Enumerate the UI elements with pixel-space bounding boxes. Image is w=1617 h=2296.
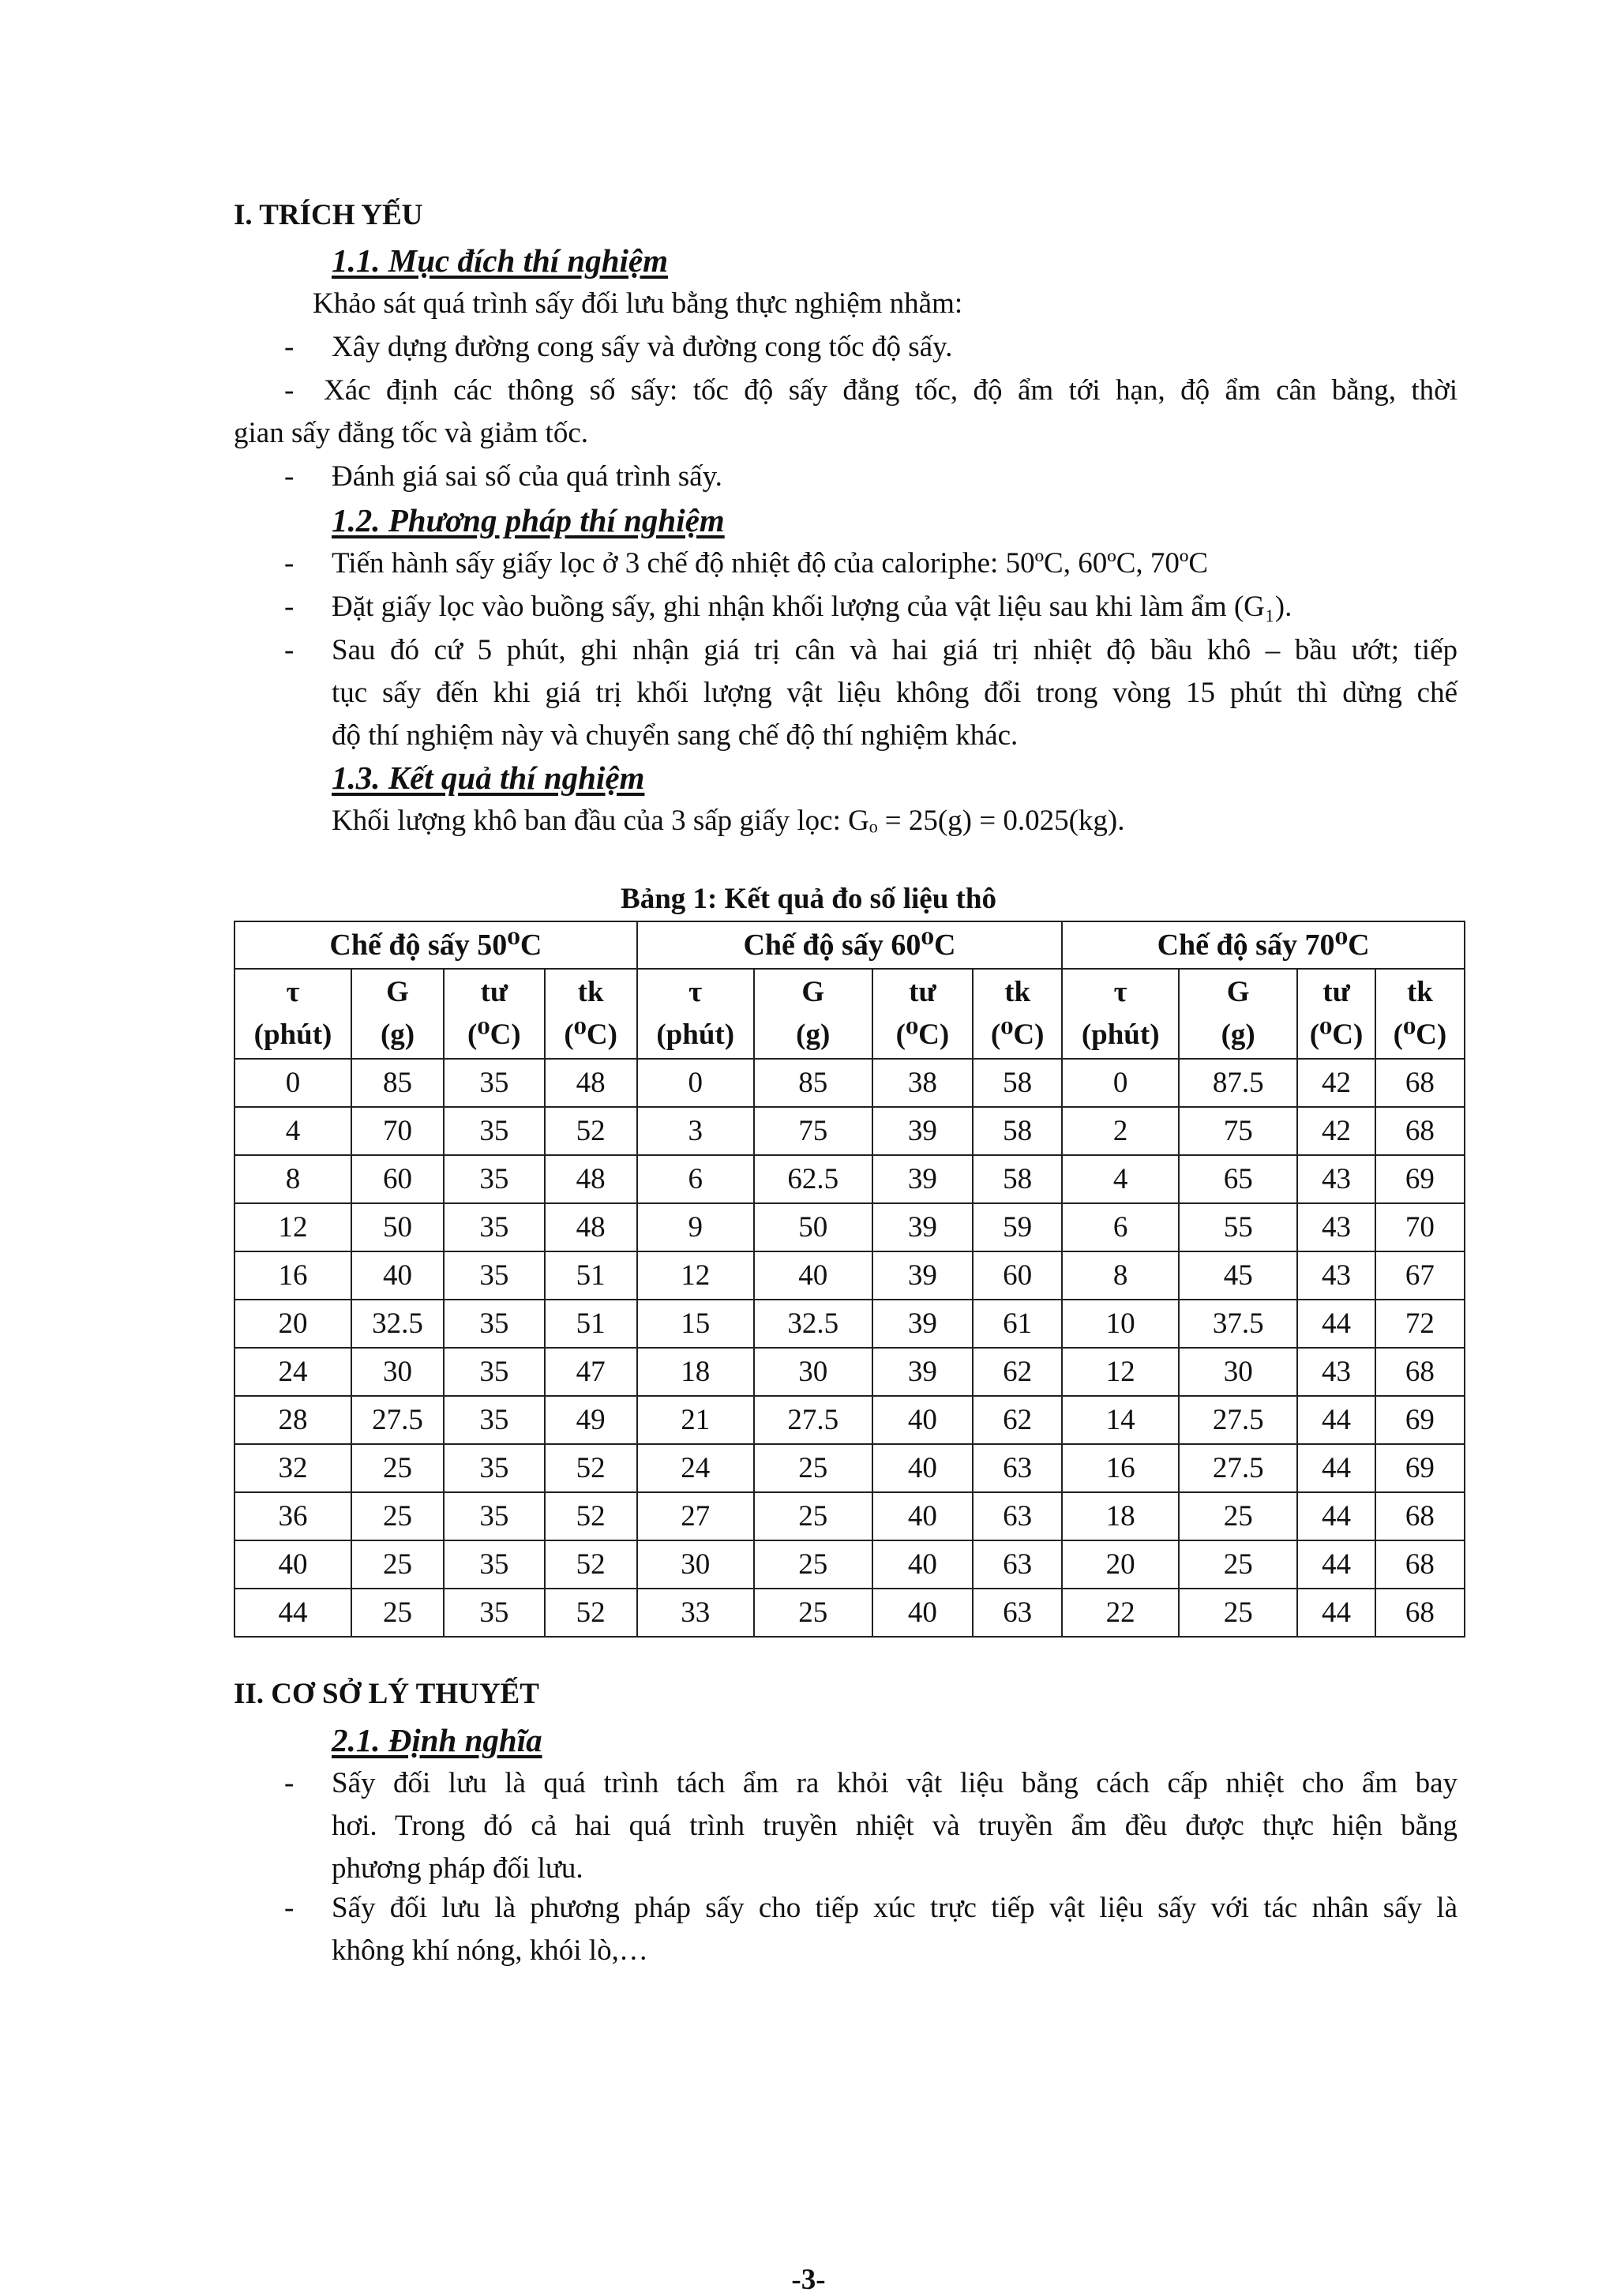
group-header-70c: Chế độ sấy 70⁰C xyxy=(1062,921,1465,969)
table-cell: 6 xyxy=(637,1155,754,1203)
table-cell: 35 xyxy=(444,1540,544,1589)
table-cell: 60 xyxy=(351,1155,444,1203)
results-table xyxy=(234,921,1465,1638)
table-cell: 44 xyxy=(1297,1492,1375,1540)
table-cell: 6 xyxy=(1062,1203,1179,1251)
bullet-text-continued: độ thí nghiệm này và chuyển sang chế độ thí nghiệm khác. xyxy=(332,719,1019,752)
table-cell: 25 xyxy=(351,1492,444,1540)
table-cell: 52 xyxy=(545,1540,637,1589)
table-cell: 70 xyxy=(1375,1203,1465,1251)
table-cell: 32.5 xyxy=(351,1300,444,1348)
column-unit: (⁰C) xyxy=(990,1019,1045,1051)
column-symbol: τ xyxy=(688,976,703,1008)
table-cell: 35 xyxy=(444,1396,544,1444)
column-header xyxy=(234,969,351,1059)
column-header xyxy=(754,969,872,1059)
bullet-dash: - xyxy=(284,331,295,363)
column-symbol: tk xyxy=(1004,976,1031,1008)
table-cell: 24 xyxy=(234,1348,351,1396)
table-cell: 35 xyxy=(444,1348,544,1396)
table-cell: 15 xyxy=(637,1300,754,1348)
table-group-header-row xyxy=(234,921,1465,969)
table-cell: 40 xyxy=(872,1540,973,1589)
table-cell: 22 xyxy=(1062,1589,1179,1637)
bullet-dash: - xyxy=(284,547,295,580)
table-cell: 14 xyxy=(1062,1396,1179,1444)
table-cell: 58 xyxy=(973,1107,1062,1155)
column-symbol: tk xyxy=(577,976,604,1008)
column-header xyxy=(444,969,544,1059)
bullet-text: Tiến hành sấy giấy lọc ở 3 chế độ nhiệt độ của caloriphe: 50ºC, 60ºC, 70ºC xyxy=(332,547,1209,580)
bullet-text: Xác định các thông số sấy: tốc độ sấy đẳng tốc, độ ẩm tới hạn, độ ẩm cân bằng, thời xyxy=(324,374,1458,407)
table-cell: 59 xyxy=(973,1203,1062,1251)
table-cell: 44 xyxy=(1297,1589,1375,1637)
table-cell: 52 xyxy=(545,1107,637,1155)
column-symbol: τ xyxy=(1113,976,1127,1008)
table-cell: 35 xyxy=(444,1492,544,1540)
column-symbol: tư xyxy=(1322,976,1350,1008)
table-cell: 35 xyxy=(444,1155,544,1203)
column-header xyxy=(1297,969,1375,1059)
table-column-header-row xyxy=(234,969,1465,1059)
column-header xyxy=(545,969,637,1059)
table-cell: 0 xyxy=(1062,1059,1179,1107)
table-cell: 30 xyxy=(1179,1348,1297,1396)
table-cell: 32 xyxy=(234,1444,351,1492)
table-row xyxy=(234,1492,1465,1540)
table-row xyxy=(234,1396,1465,1444)
table-cell: 35 xyxy=(444,1589,544,1637)
bullet-text: Đánh giá sai số của quá trình sấy. xyxy=(332,460,722,493)
table-cell: 52 xyxy=(545,1444,637,1492)
table-cell: 43 xyxy=(1297,1203,1375,1251)
table-cell: 30 xyxy=(637,1540,754,1589)
table-cell: 62 xyxy=(973,1396,1062,1444)
bullet-dash: - xyxy=(284,634,295,666)
table-cell: 48 xyxy=(545,1155,637,1203)
table-cell: 30 xyxy=(351,1348,444,1396)
table-cell: 55 xyxy=(1179,1203,1297,1251)
table-cell: 62 xyxy=(973,1348,1062,1396)
table-cell: 75 xyxy=(1179,1107,1297,1155)
table-cell: 51 xyxy=(545,1300,637,1348)
table-cell: 44 xyxy=(1297,1300,1375,1348)
page-number: -3- xyxy=(791,2264,826,2296)
table-cell: 62.5 xyxy=(754,1155,872,1203)
table-cell: 27.5 xyxy=(1179,1396,1297,1444)
table-cell: 68 xyxy=(1375,1348,1465,1396)
column-header xyxy=(1062,969,1179,1059)
table-cell: 3 xyxy=(637,1107,754,1155)
table-cell: 24 xyxy=(637,1444,754,1492)
table-cell: 48 xyxy=(545,1203,637,1251)
table-row xyxy=(234,1251,1465,1300)
bullet-dash: - xyxy=(284,1767,295,1799)
column-unit: (g) xyxy=(380,1019,415,1051)
table-cell: 2 xyxy=(1062,1107,1179,1155)
section-2-heading: II. CƠ SỞ LÝ THUYẾT xyxy=(234,1678,539,1710)
table-cell: 27.5 xyxy=(754,1396,872,1444)
bullet-text-continued: gian sấy đẳng tốc và giảm tốc. xyxy=(234,417,589,449)
table-row xyxy=(234,1348,1465,1396)
column-unit: (⁰C) xyxy=(1393,1019,1447,1051)
table-row xyxy=(234,1203,1465,1251)
table-cell: 0 xyxy=(637,1059,754,1107)
column-unit: (g) xyxy=(796,1019,831,1051)
column-symbol: τ xyxy=(286,976,300,1008)
table-row xyxy=(234,1155,1465,1203)
table-cell: 8 xyxy=(234,1155,351,1203)
table-cell: 20 xyxy=(1062,1540,1179,1589)
bullet-text-continued: phương pháp đối lưu. xyxy=(332,1852,583,1885)
column-unit: (phút) xyxy=(253,1019,332,1051)
table-row xyxy=(234,1444,1465,1492)
group-header-60c: Chế độ sấy 60⁰C xyxy=(637,921,1062,969)
table-cell: 35 xyxy=(444,1059,544,1107)
bullet-text: Sấy đối lưu là phương pháp sấy cho tiếp xúc trực tiếp vật liệu sấy với tác nhân sấy là xyxy=(332,1892,1458,1924)
table-cell: 87.5 xyxy=(1179,1059,1297,1107)
table-cell: 40 xyxy=(872,1589,973,1637)
subsection-1-2-title: 1.2. Phương pháp thí nghiệm xyxy=(332,502,725,538)
table-cell: 68 xyxy=(1375,1492,1465,1540)
table-cell: 75 xyxy=(754,1107,872,1155)
column-header xyxy=(872,969,973,1059)
table-cell: 40 xyxy=(351,1251,444,1300)
table-cell: 4 xyxy=(234,1107,351,1155)
table-cell: 43 xyxy=(1297,1348,1375,1396)
table-cell: 69 xyxy=(1375,1155,1465,1203)
table-row xyxy=(234,1107,1465,1155)
table-cell: 39 xyxy=(872,1203,973,1251)
table-cell: 12 xyxy=(234,1203,351,1251)
table-caption: Bảng 1: Kết quả đo số liệu thô xyxy=(621,883,996,915)
column-symbol: G xyxy=(801,976,825,1008)
table-cell: 40 xyxy=(234,1540,351,1589)
table-cell: 50 xyxy=(754,1203,872,1251)
table-cell: 63 xyxy=(973,1540,1062,1589)
table-cell: 44 xyxy=(234,1589,351,1637)
column-header xyxy=(1375,969,1465,1059)
bullet-text: Xây dựng đường cong sấy và đường cong tốc độ sấy. xyxy=(332,331,953,363)
table-cell: 12 xyxy=(637,1251,754,1300)
table-cell: 60 xyxy=(973,1251,1062,1300)
column-symbol: tư xyxy=(480,976,508,1008)
table-cell: 25 xyxy=(754,1540,872,1589)
table-cell: 35 xyxy=(444,1444,544,1492)
table-cell: 25 xyxy=(1179,1540,1297,1589)
table-row xyxy=(234,1589,1465,1637)
table-cell: 39 xyxy=(872,1251,973,1300)
table-cell: 42 xyxy=(1297,1107,1375,1155)
bullet-text-continued: tục sấy đến khi giá trị khối lượng vật liệu không đổi trong vòng 15 phút thì dừng chế xyxy=(332,677,1458,709)
column-header xyxy=(973,969,1062,1059)
table-cell: 40 xyxy=(754,1251,872,1300)
table-body xyxy=(234,1059,1465,1637)
column-symbol: tư xyxy=(909,976,936,1008)
table-cell: 8 xyxy=(1062,1251,1179,1300)
table-cell: 85 xyxy=(754,1059,872,1107)
table-cell: 20 xyxy=(234,1300,351,1348)
table-cell: 52 xyxy=(545,1492,637,1540)
table-cell: 63 xyxy=(973,1492,1062,1540)
table-cell: 43 xyxy=(1297,1155,1375,1203)
table-cell: 49 xyxy=(545,1396,637,1444)
table-cell: 44 xyxy=(1297,1444,1375,1492)
bullet-text: Đặt giấy lọc vào buồng sấy, ghi nhận khối lượng của vật liệu sau khi làm ẩm (G₁). xyxy=(332,591,1292,623)
column-header xyxy=(637,969,754,1059)
table-row xyxy=(234,1300,1465,1348)
table-cell: 44 xyxy=(1297,1396,1375,1444)
table-cell: 25 xyxy=(351,1540,444,1589)
table-cell: 47 xyxy=(545,1348,637,1396)
table-cell: 0 xyxy=(234,1059,351,1107)
table-row xyxy=(234,1059,1465,1107)
table-cell: 25 xyxy=(754,1492,872,1540)
table-cell: 27.5 xyxy=(1179,1444,1297,1492)
table-cell: 25 xyxy=(351,1589,444,1637)
table-cell: 27.5 xyxy=(351,1396,444,1444)
bullet-dash: - xyxy=(284,460,295,493)
table-cell: 21 xyxy=(637,1396,754,1444)
table-cell: 35 xyxy=(444,1107,544,1155)
bullet-dash: - xyxy=(284,374,295,407)
column-header xyxy=(1179,969,1297,1059)
table-cell: 68 xyxy=(1375,1059,1465,1107)
table-cell: 33 xyxy=(637,1589,754,1637)
table-cell: 39 xyxy=(872,1300,973,1348)
table-row xyxy=(234,1540,1465,1589)
table-cell: 63 xyxy=(973,1589,1062,1637)
table-cell: 28 xyxy=(234,1396,351,1444)
table-cell: 40 xyxy=(872,1396,973,1444)
table-cell: 50 xyxy=(351,1203,444,1251)
table-cell: 39 xyxy=(872,1107,973,1155)
table-cell: 45 xyxy=(1179,1251,1297,1300)
section-1-heading: I. TRÍCH YẾU xyxy=(234,199,423,231)
table-cell: 35 xyxy=(444,1251,544,1300)
subsection-1-1-title: 1.1. Mục đích thí nghiệm xyxy=(332,242,669,279)
table-cell: 70 xyxy=(351,1107,444,1155)
table-cell: 37.5 xyxy=(1179,1300,1297,1348)
table-cell: 25 xyxy=(1179,1589,1297,1637)
column-unit: (⁰C) xyxy=(1309,1019,1364,1051)
paragraph-intro: Khảo sát quá trình sấy đối lưu bằng thực nghiệm nhằm: xyxy=(313,287,963,320)
table-cell: 35 xyxy=(444,1300,544,1348)
table-cell: 16 xyxy=(1062,1444,1179,1492)
table-cell: 25 xyxy=(754,1589,872,1637)
table-cell: 58 xyxy=(973,1155,1062,1203)
table-cell: 35 xyxy=(444,1203,544,1251)
column-unit: (⁰C) xyxy=(467,1019,521,1051)
subsection-2-1-title: 2.1. Định nghĩa xyxy=(332,1722,542,1758)
table-cell: 48 xyxy=(545,1059,637,1107)
table-cell: 18 xyxy=(637,1348,754,1396)
table-cell: 85 xyxy=(351,1059,444,1107)
table-cell: 38 xyxy=(872,1059,973,1107)
table-cell: 44 xyxy=(1297,1540,1375,1589)
column-unit: (phút) xyxy=(1081,1019,1160,1051)
dry-mass-text: Khối lượng khô ban đầu của 3 sấp giấy lọc: Gₒ = 25(g) = 0.025(kg). xyxy=(332,805,1125,837)
column-unit: (⁰C) xyxy=(564,1019,617,1051)
table-cell: 16 xyxy=(234,1251,351,1300)
table-cell: 32.5 xyxy=(754,1300,872,1348)
table-cell: 40 xyxy=(872,1492,973,1540)
table-cell: 27 xyxy=(637,1492,754,1540)
column-symbol: G xyxy=(1226,976,1250,1008)
column-symbol: G xyxy=(386,976,409,1008)
column-unit: (⁰C) xyxy=(895,1019,950,1051)
table-cell: 25 xyxy=(754,1444,872,1492)
table-cell: 52 xyxy=(545,1589,637,1637)
table-cell: 65 xyxy=(1179,1155,1297,1203)
table-cell: 25 xyxy=(1179,1492,1297,1540)
subsection-1-3-title: 1.3. Kết quả thí nghiệm xyxy=(332,760,645,796)
table-cell: 12 xyxy=(1062,1348,1179,1396)
bullet-text-continued: hơi. Trong đó cả hai quá trình truyền nhiệt và truyền ẩm đều được thực hiện bằng xyxy=(332,1810,1458,1842)
table-cell: 18 xyxy=(1062,1492,1179,1540)
table-cell: 40 xyxy=(872,1444,973,1492)
table-cell: 43 xyxy=(1297,1251,1375,1300)
table-cell: 69 xyxy=(1375,1396,1465,1444)
column-symbol: tk xyxy=(1406,976,1433,1008)
bullet-text: Sau đó cứ 5 phút, ghi nhận giá trị cân và hai giá trị nhiệt độ bầu khô – bầu ướt; tiếp xyxy=(332,634,1458,666)
bullet-dash: - xyxy=(284,591,295,623)
table-cell: 68 xyxy=(1375,1107,1465,1155)
table-cell: 25 xyxy=(351,1444,444,1492)
column-unit: (g) xyxy=(1221,1019,1255,1051)
table-cell: 9 xyxy=(637,1203,754,1251)
table-cell: 36 xyxy=(234,1492,351,1540)
table-cell: 63 xyxy=(973,1444,1062,1492)
table-cell: 69 xyxy=(1375,1444,1465,1492)
table-cell: 58 xyxy=(973,1059,1062,1107)
table-cell: 10 xyxy=(1062,1300,1179,1348)
table-cell: 51 xyxy=(545,1251,637,1300)
table-cell: 30 xyxy=(754,1348,872,1396)
bullet-dash: - xyxy=(284,1892,295,1924)
table-cell: 39 xyxy=(872,1348,973,1396)
group-header-50c: Chế độ sấy 50⁰C xyxy=(234,921,637,969)
table-cell: 68 xyxy=(1375,1540,1465,1589)
bullet-text: Sấy đối lưu là quá trình tách ẩm ra khỏi vật liệu bằng cách cấp nhiệt cho ẩm bay xyxy=(332,1767,1458,1799)
bullet-text-continued: không khí nóng, khói lò,… xyxy=(332,1934,648,1967)
table-cell: 61 xyxy=(973,1300,1062,1348)
table-cell: 67 xyxy=(1375,1251,1465,1300)
table-cell: 4 xyxy=(1062,1155,1179,1203)
table-cell: 68 xyxy=(1375,1589,1465,1637)
column-unit: (phút) xyxy=(656,1019,735,1051)
column-header xyxy=(351,969,444,1059)
table-cell: 72 xyxy=(1375,1300,1465,1348)
table-cell: 39 xyxy=(872,1155,973,1203)
table-cell: 42 xyxy=(1297,1059,1375,1107)
